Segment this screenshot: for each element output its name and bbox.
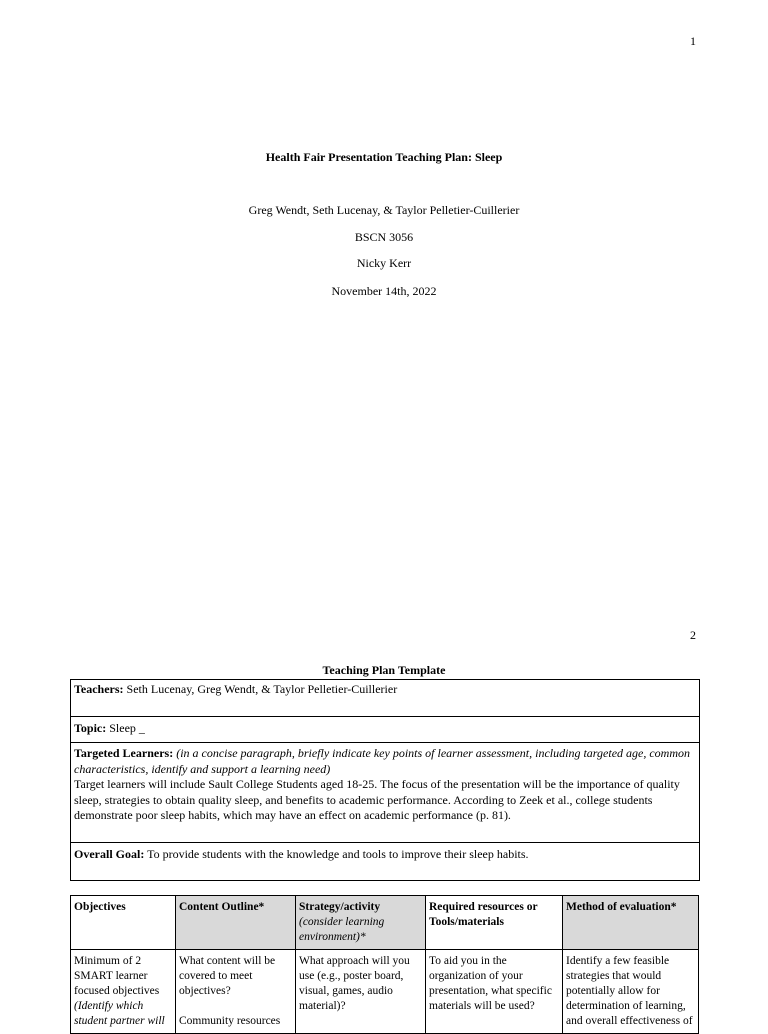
overall-goal-label: Overall Goal:	[74, 847, 145, 861]
topic-label: Topic:	[74, 721, 107, 735]
teachers-value: Seth Lucenay, Greg Wendt, & Taylor Pelletier-Cuillerier	[123, 682, 398, 696]
cell-resources: To aid you in the organization of your presentation, what specific materials will be used?	[426, 950, 563, 1034]
authors: Greg Wendt, Seth Lucenay, & Taylor Pelletier-Cuillerier	[248, 203, 520, 217]
plan-info-box	[70, 679, 700, 881]
date: November 14th, 2022	[331, 284, 437, 298]
teaching-plan-page	[0, 615, 768, 1027]
header-objectives: Objectives	[71, 896, 176, 950]
header-evaluation: Method of evaluation*	[563, 896, 699, 950]
teachers-row	[71, 680, 699, 717]
document-title: Health Fair Presentation Teaching Plan: Sleep	[265, 150, 503, 164]
table-header-row	[71, 896, 699, 950]
topic-value: Sleep _	[106, 721, 145, 735]
page-number: 1	[690, 34, 696, 48]
template-heading: Teaching Plan Template	[322, 663, 446, 677]
topic-row	[71, 717, 699, 743]
targeted-learners-instruction: (in a concise paragraph, briefly indicate key points of learner assessment, including targeted age, common characteristics, identify and support a learning need)	[74, 746, 690, 776]
targeted-learners-text: Target learners will include Sault College Students aged 18-25. The focus of the presentation will be the importance of quality sleep, strategies to obtain quality sleep, and benefits to academic performance. According to Zeek et al., college students demonstrate poor sleep habits, which may have an effect on academic performance (p. 81).	[74, 777, 680, 822]
teachers-label: Teachers:	[74, 682, 124, 696]
cell-strategy: What approach will you use (e.g., poster board, visual, games, audio material)?	[296, 950, 426, 1034]
table-row	[71, 950, 699, 1034]
header-content-outline: Content Outline*	[176, 896, 296, 950]
targeted-learners-row	[71, 743, 699, 843]
overall-goal-row	[71, 843, 699, 881]
cell-objectives: Minimum of 2 SMART learner focused objectives (Identify which student partner will	[71, 950, 176, 1034]
course-code: BSCN 3056	[354, 230, 414, 244]
cell-content-outline: What content will be covered to meet objectives? Community resources	[176, 950, 296, 1034]
page-number: 2	[690, 628, 696, 642]
objectives-table	[70, 895, 699, 1034]
cell-evaluation: Identify a few feasible strategies that would potentially allow for determination of learning, and overall effectiveness of	[563, 950, 699, 1034]
header-resources: Required resources or Tools/materials	[426, 896, 563, 950]
targeted-learners-label: Targeted Learners:	[74, 746, 174, 760]
header-strategy: Strategy/activity (consider learning environment)*	[296, 896, 426, 950]
instructor: Nicky Kerr	[356, 256, 412, 270]
overall-goal-value: To provide students with the knowledge and tools to improve their sleep habits.	[144, 847, 529, 861]
